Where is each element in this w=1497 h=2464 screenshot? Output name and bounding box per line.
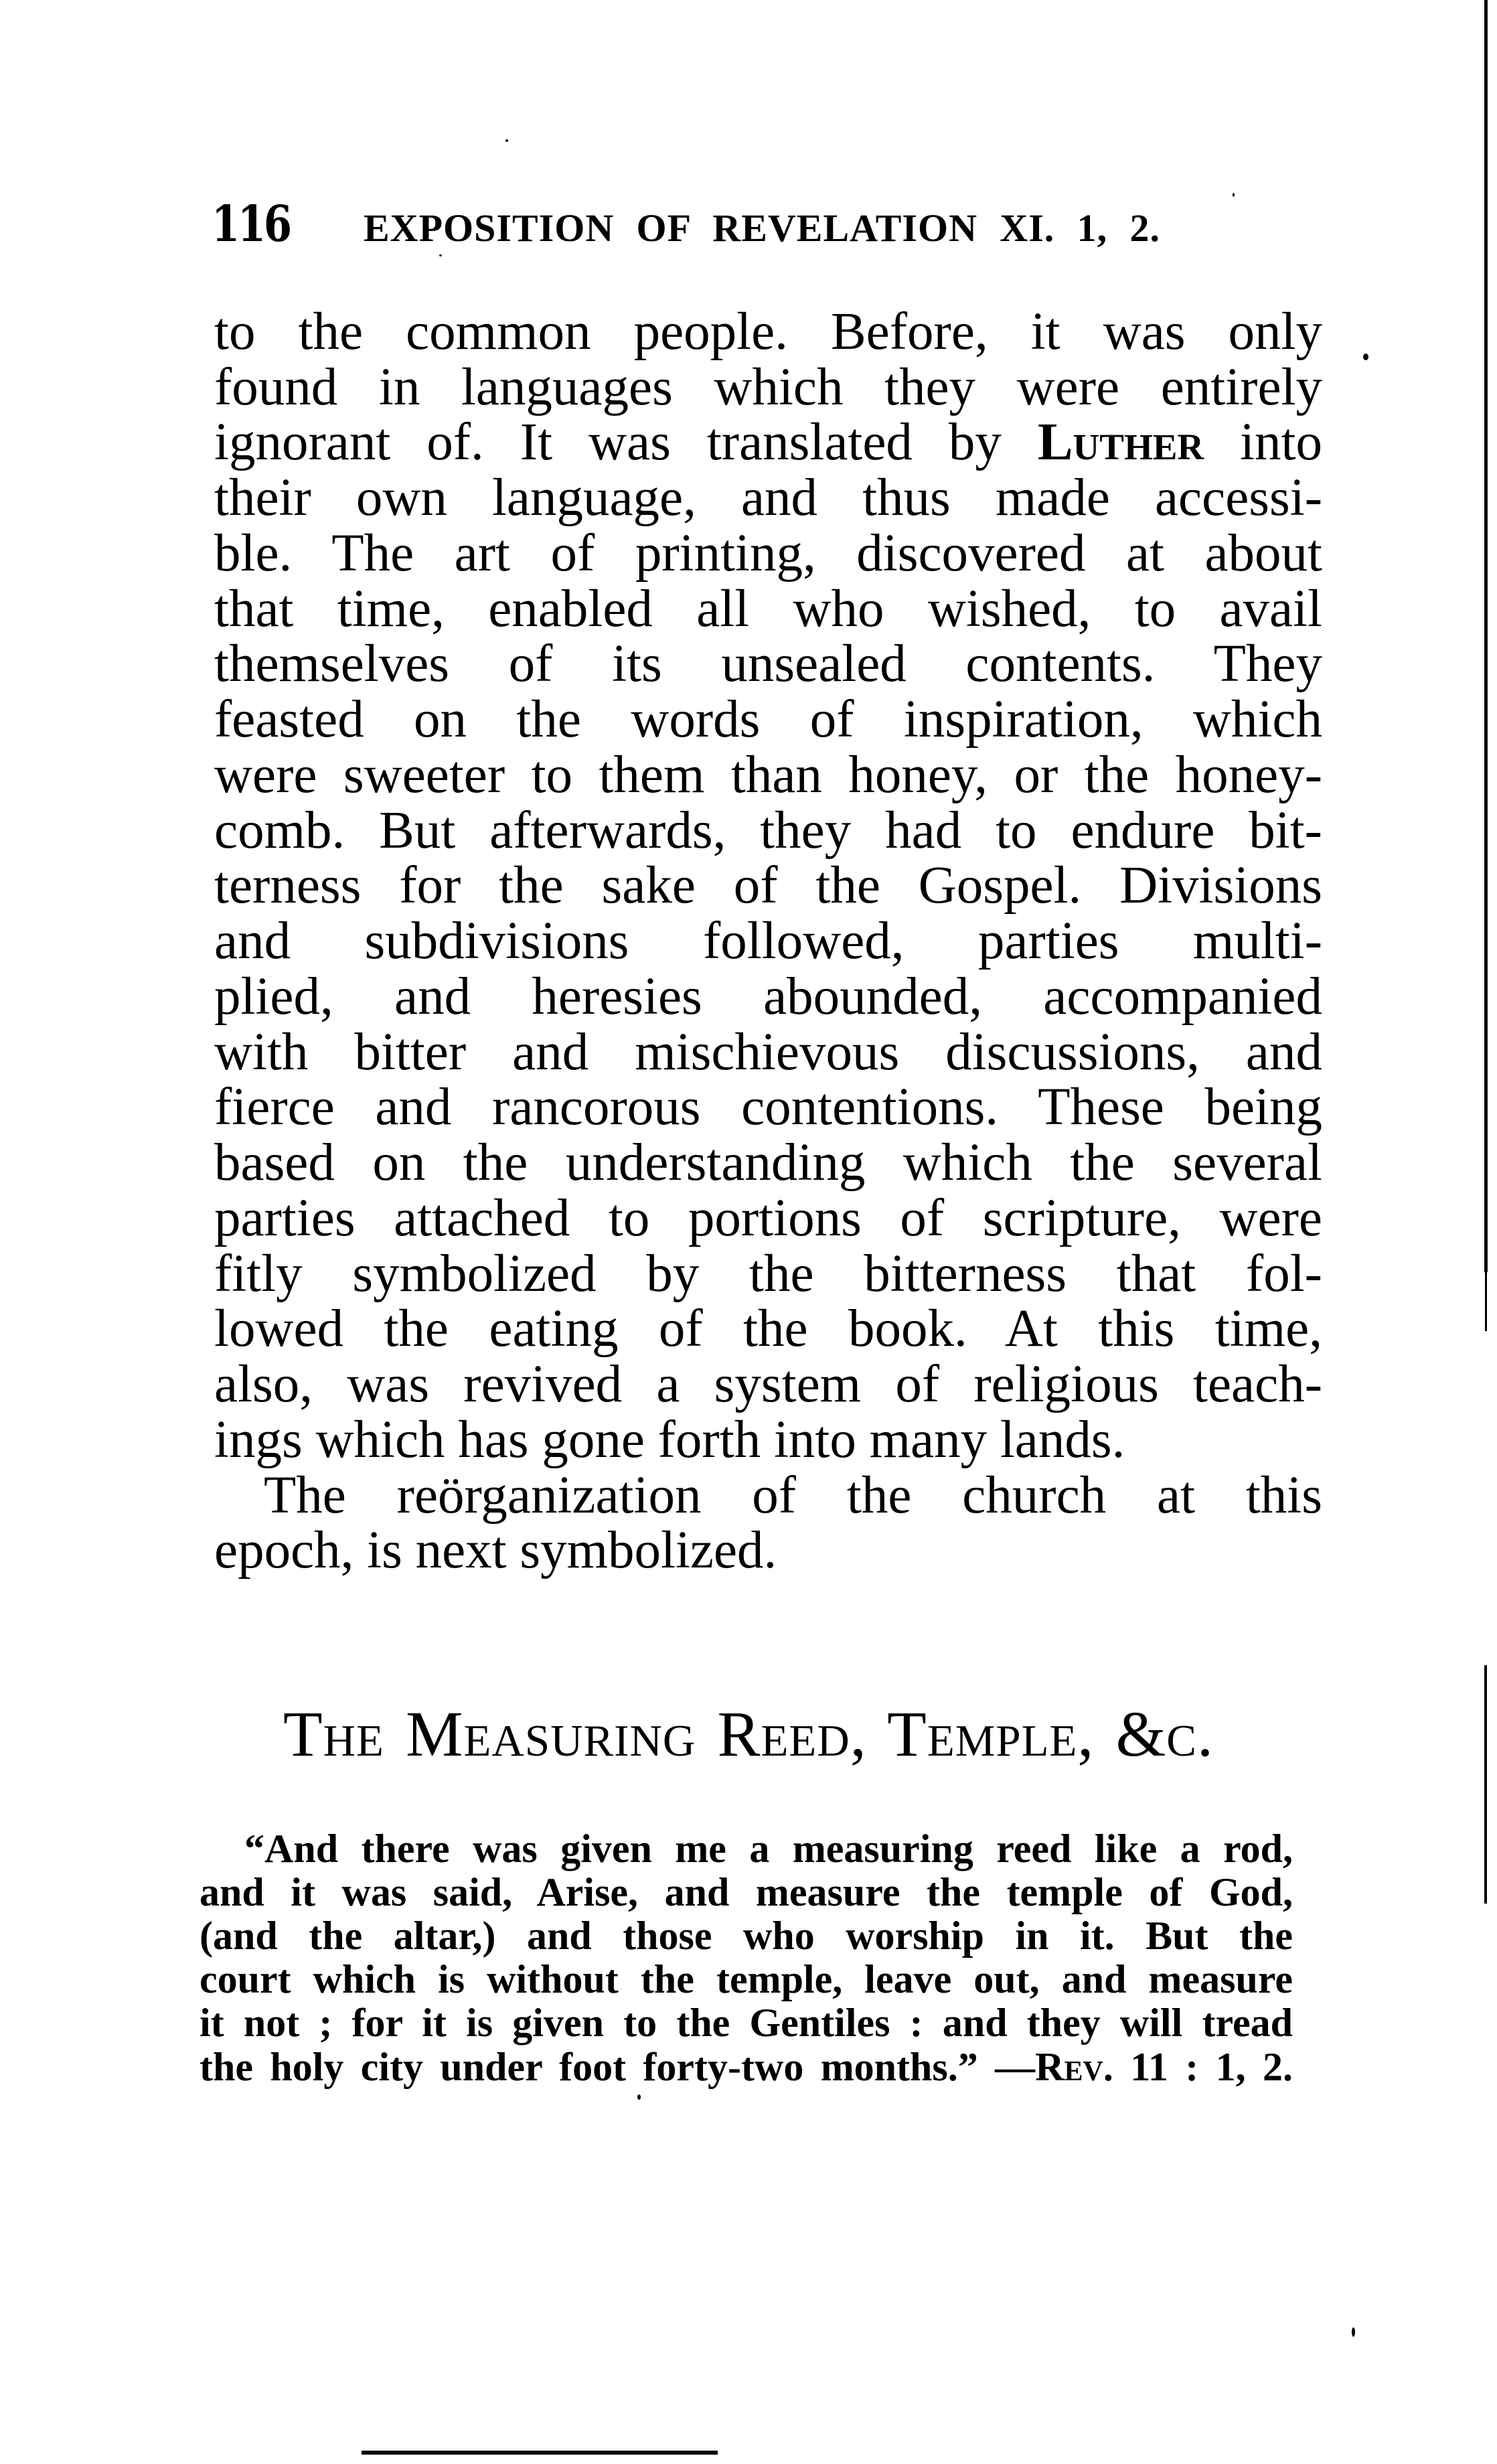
scan-speck xyxy=(1352,2327,1355,2337)
quote-text: the holy city under foot forty-two months.” xyxy=(200,2045,978,2089)
body-text: into xyxy=(1204,413,1322,471)
quote-line: it not ; for it is given to the Gentiles : and they will tread xyxy=(200,2001,1293,2045)
name-luther: Luther xyxy=(1037,413,1204,471)
body-line: ings which has gone forth into many lands. xyxy=(214,1411,1125,1469)
body-line: their own language, and thus made accessi- xyxy=(214,469,1322,527)
body-line: based on the understanding which the several xyxy=(214,1134,1322,1192)
quote-line-last xyxy=(200,2045,1293,2089)
page-edge-rule-lower xyxy=(1484,1665,1487,1904)
body-line: plied, and heresies abounded, accompanied xyxy=(214,968,1322,1026)
body-line: found in languages which they were entirely xyxy=(214,358,1322,416)
body-line: feasted on the words of inspiration, which xyxy=(214,690,1322,749)
bottom-rule-fragment xyxy=(362,2451,718,2455)
scripture-reference: Rev. 11 : 1, 2. xyxy=(1035,2045,1293,2089)
body-line: to the common people. Before, it was only xyxy=(214,303,1322,361)
section-heading: The Measuring Reed, Temple, &c. xyxy=(283,1698,1214,1770)
body-text: ignorant of. It was translated by xyxy=(214,413,1038,471)
page-edge-rule xyxy=(1484,0,1488,1272)
body-line: parties attached to portions of scripture, were xyxy=(214,1189,1322,1247)
body-line: epoch, is next symbolized. xyxy=(214,1521,777,1580)
scan-speck xyxy=(439,254,442,256)
quote-line: (and the altar,) and those who worship in it. But the xyxy=(200,1914,1293,1958)
scan-speck xyxy=(505,139,508,142)
body-line: lowed the eating of the book. At this time, xyxy=(214,1300,1322,1358)
body-line: that time, enabled all who wished, to avail xyxy=(214,580,1322,638)
quote-line: “And there was given me a measuring reed like a rod, xyxy=(244,1827,1293,1871)
scan-speck xyxy=(1233,193,1235,197)
body-line: themselves of its unsealed contents. They xyxy=(214,635,1322,693)
body-line: and subdivisions followed, parties multi- xyxy=(214,912,1322,970)
body-line: ble. The art of printing, discovered at about xyxy=(214,524,1322,583)
quote-dash: — xyxy=(977,2045,1036,2089)
running-head: EXPOSITION OF REVELATION XI. 1, 2. xyxy=(364,206,1160,250)
scan-speck xyxy=(1363,354,1368,360)
body-line: comb. But afterwards, they had to endure bit- xyxy=(214,801,1322,860)
body-line: fierce and rancorous contentions. These being xyxy=(214,1078,1322,1136)
body-line: were sweeter to them than honey, or the honey- xyxy=(214,746,1322,804)
body-line: also, was revived a system of religious teach- xyxy=(214,1355,1322,1413)
page-number: 116 xyxy=(212,196,290,253)
body-line: with bitter and mischievous discussions, and xyxy=(214,1023,1322,1081)
quote-line: court which is without the temple, leave out, and measure xyxy=(200,1957,1293,2001)
body-line: fitly symbolized by the bitterness that fol- xyxy=(214,1245,1322,1303)
body-line: terness for the sake of the Gospel. Divisions xyxy=(214,856,1322,915)
page-edge-rule-fragment xyxy=(1485,1272,1487,1331)
body-line-paragraph-start: The reörganization of the church at this xyxy=(264,1466,1322,1525)
body-line xyxy=(214,415,1322,470)
scan-speck xyxy=(637,2094,641,2100)
quote-line: and it was said, Arise, and measure the temple of God, xyxy=(200,1870,1293,1914)
